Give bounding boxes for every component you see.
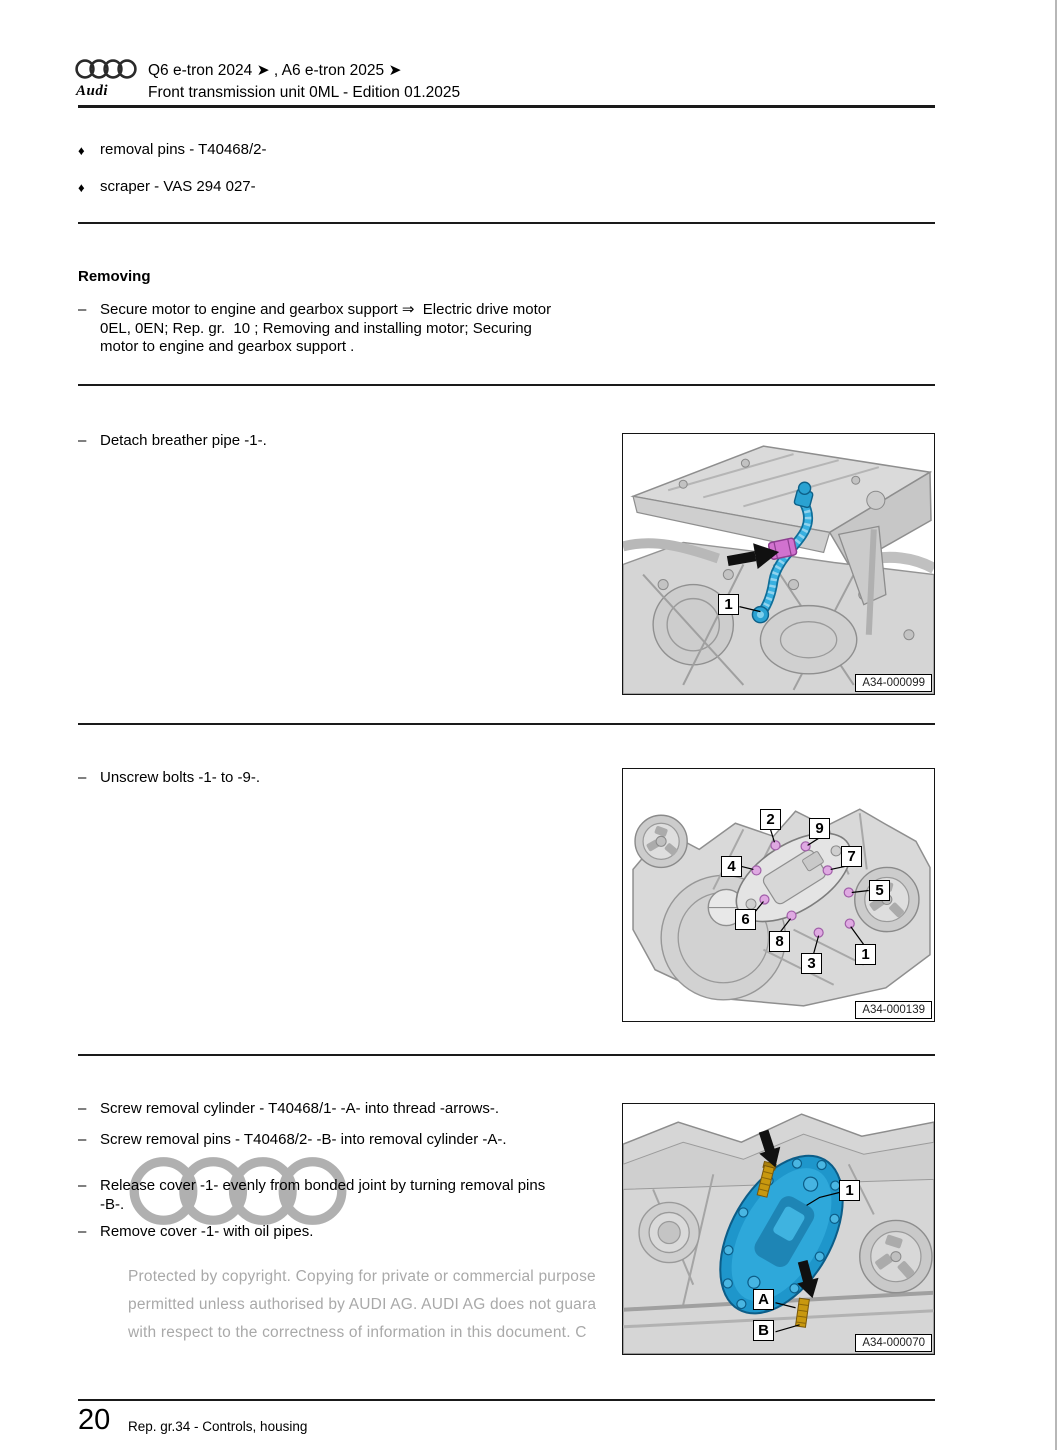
copyright-watermark-line: Protected by copyright. Copying for private or commercial purpose [128,1268,596,1285]
figure-caption: A34-000139 [855,1001,932,1019]
step-remove-cover: Remove cover -1- with oil pipes. [100,1223,314,1240]
tool-item: scraper - VAS 294 027- [100,178,256,195]
header-rule [78,105,935,108]
step-screw-cylinder: Screw removal cylinder - T40468/1- -A- into thread -arrows-. [100,1100,500,1117]
audi-rings-icon [75,57,137,83]
callout-6: 6 [735,909,756,930]
callout-7: 7 [841,846,862,867]
step-release-cover: Release cover -1- evenly from bonded joint by turning removal pins -B-. [100,1177,550,1213]
footer-chapter: Rep. gr.34 - Controls, housing [128,1419,308,1434]
copyright-watermark-line: permitted unless authorised by AUDI AG. AUDI AG does not guara [128,1296,597,1313]
step-dash: – [78,1177,87,1194]
step-dash: – [78,1131,87,1148]
figure-cover-removal [622,1103,935,1355]
copyright-watermark-line: with respect to the correctness of information in this document. C [128,1324,587,1341]
header-doc-line: Front transmission unit 0ML - Edition 01.2025 [148,84,461,101]
section-divider [78,222,935,224]
step-unscrew-bolts: Unscrew bolts -1- to -9-. [100,769,261,786]
callout-1: 1 [855,944,876,965]
removing-heading: Removing [78,268,151,285]
callout-A: A [753,1289,774,1310]
section-divider [78,384,935,386]
callout-8: 8 [769,931,790,952]
figure-caption: A34-000070 [855,1334,932,1352]
step-secure-motor: Secure motor to engine and gearbox support ⇒ Electric drive motor 0EL, 0EN; Rep. gr. 10 ; Removing and installing motor; Securing motor to engine and gearbox support . [100,301,556,355]
section-divider [78,723,935,725]
scan-page-edge [1055,0,1057,1450]
callout-B: B [753,1320,774,1341]
bullet-icon: ♦ [78,143,85,158]
callout-4: 4 [721,856,742,877]
callout-2: 2 [760,809,781,830]
step-dash: – [78,432,87,449]
step-dash: – [78,1223,87,1240]
step-dash: – [78,301,87,318]
bullet-icon: ♦ [78,180,85,195]
page-number: 20 [78,1404,111,1436]
step-screw-pins: Screw removal pins - T40468/2- -B- into removal cylinder -A-. [100,1131,507,1148]
step-dash: – [78,1100,87,1117]
tool-item: removal pins - T40468/2- [100,141,267,158]
audi-wordmark: Audi [76,83,109,99]
figure-housing-bolts [622,768,935,1022]
figure-breather-pipe [622,433,935,695]
figure-caption: A34-000099 [855,674,932,692]
cover-removal-illustration [623,1104,934,1354]
header-model-line: Q6 e-tron 2024 ➤ , A6 e-tron 2025 ➤ [148,62,402,79]
callout-9: 9 [809,818,830,839]
callout-5: 5 [869,880,890,901]
breather-pipe-illustration [623,434,934,694]
footer-rule [78,1399,935,1401]
callout-1: 1 [718,594,739,615]
section-divider [78,1054,935,1056]
callout-1: 1 [839,1180,860,1201]
callout-3: 3 [801,953,822,974]
step-detach-breather: Detach breather pipe -1-. [100,432,267,449]
step-dash: – [78,769,87,786]
